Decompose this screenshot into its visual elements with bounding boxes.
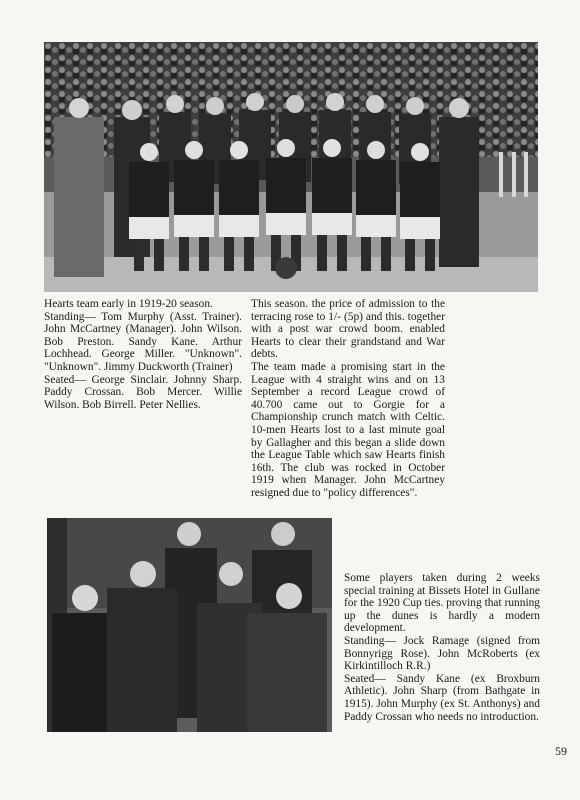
training-photo bbox=[47, 518, 332, 732]
article-paragraph: This season. the price of admission to the terracing rose to 1/- (5p) and this. together with a post war crowd boom. enabled Hearts to clear their grandstand and War debts. bbox=[251, 298, 445, 361]
article-paragraph: The team made a promising start in the League with 4 straight wins and on 13 September a record League crowd of 40.700 came out to Gorgie for a Championship crunch match with Celtic. 10-men Hearts lost to a last minute goal by Gallagher and this began a slide down the League Table which saw Hearts finish 16th. The club was rocked in October 1919 when Manager. John McCartney resigned due to "policy differences". bbox=[251, 360, 445, 499]
caption-seated: Seated— Sandy Kane (ex Broxburn Athletic). John Sharp (from Bathgate in 1915). John Murphy (ex St. Anthonys) and Paddy Crossan who needs no introduction. bbox=[344, 672, 540, 723]
caption-seated: Seated— George Sinclair. Johnny Sharp. Paddy Crossan. Bob Mercer. Willie Wilson. Bob Birrell. Peter Nellies. bbox=[44, 373, 242, 411]
caption-intro: Some players taken during 2 weeks special training at Bissets Hotel in Gullane for the 1920 Cup ties. proving that running up the dunes is hardly a modern development. bbox=[344, 572, 540, 635]
team-photo-image bbox=[44, 42, 538, 292]
caption-standing: Standing— Tom Murphy (Asst. Trainer). John McCartney (Manager). John Wilson. Bob Preston. Sandy Kane. Arthur Lochhead. George Miller. "Unknown". "Unknown". Jimmy Duckworth (Trainer) bbox=[44, 310, 242, 373]
page-number: 59 bbox=[555, 744, 567, 758]
team-photo bbox=[44, 42, 538, 292]
training-photo-image bbox=[47, 518, 332, 732]
top-photo-caption bbox=[44, 298, 242, 411]
article-text bbox=[251, 298, 445, 500]
caption-standing: Standing— Jock Ramage (signed from Bonnyrigg Rose). John McRoberts (ex Kirkintilloch R.R.) bbox=[344, 634, 540, 673]
bottom-photo-caption bbox=[344, 572, 540, 723]
caption-title: Hearts team early in 1919-20 season. bbox=[44, 298, 213, 310]
